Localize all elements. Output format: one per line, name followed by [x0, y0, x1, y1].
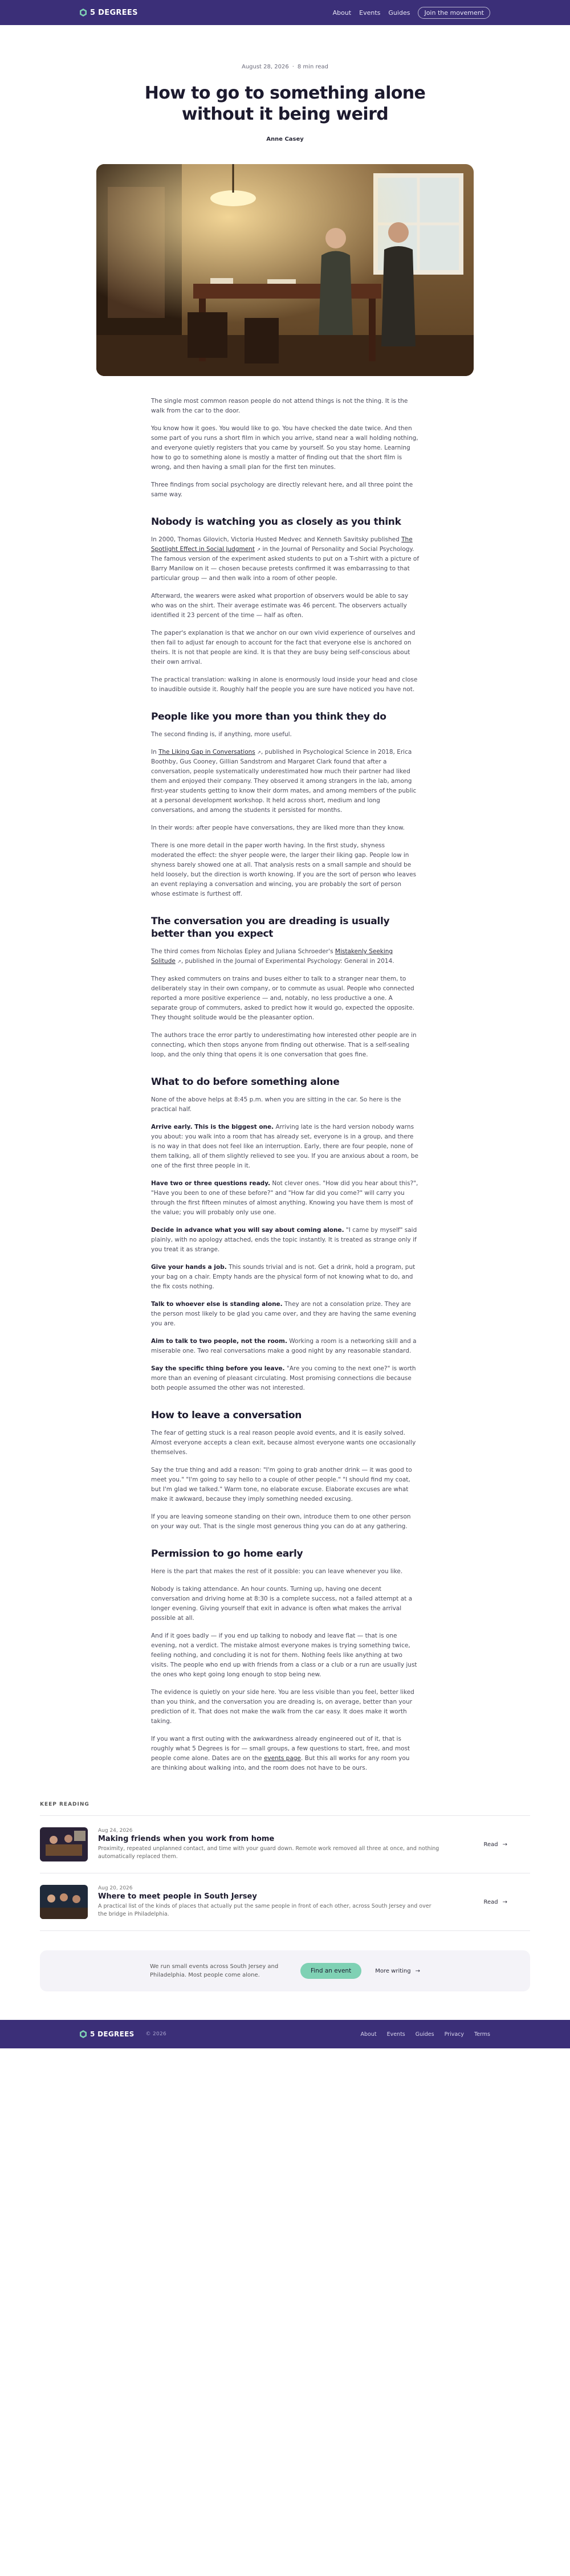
events-cta-banner: [40, 1950, 530, 1991]
related-article-summary: Proximity, repeated unplanned contact, and time with your guard down. Remote work removed all three at once, and nothing automatically replaced them.: [98, 1846, 439, 1860]
arrow-right-icon: →: [502, 1899, 507, 1905]
article-lede: The single most common reason people do not attend things is not the thing. It is the walk from the car to the door.: [151, 398, 408, 414]
nav-link-about[interactable]: About: [332, 9, 352, 17]
top-nav: [0, 0, 570, 25]
section-heading: How to leave a conversation: [151, 1410, 302, 1421]
paragraph: If you are leaving someone standing on their own, introduce them to one other person on your way out. That is the single most generous thing you can do at any gathering.: [151, 1513, 411, 1530]
footer-link-events[interactable]: Events: [386, 2031, 405, 2038]
intro-paragraph: You know how it goes. You would like to go. You have checked the date twice. And then some part of you runs a short film in which you arrive, stand near a wall holding nothing, and everyone quietly registers that you came by yourself. So you stay home. Learning how to go to something alone is mostly a matter of finding out that the short film is wrong, and then having a small plan for the first ten minutes.: [151, 425, 418, 471]
article-date: August 28, 2026: [241, 64, 289, 70]
paragraph: There is one more detail in the paper worth having. In the first study, shyness moderated the effect: the shyer people were, the larger their liking gap. People low in shyness barely showed one at all. That analysis rests on a small sample and should be held loosely, but the direction is worth knowing. If you are the sort of person who leaves an event replaying a conversation and wincing, you are probably the sort of person whose estimate is furthest off.: [151, 842, 417, 897]
paragraph: The third comes from Nicholas Epley and Juliana Schroeder's Mistakenly Seeking Solitude ↗, published in the Journal of Experimental Psychology: General in 2014.: [151, 948, 394, 965]
paragraph: Nobody is taking attendance. An hour counts. Turning up, having one decent conversation and driving home at 8:30 is a complete success, not a failed attempt at a longer evening. Giving yourself that exit in advance is often what makes the arrival possible at all.: [151, 1586, 413, 1622]
paragraph: The second finding is, if anything, more useful.: [151, 731, 292, 738]
paragraph: None of the above helps at 8:45 p.m. when you are sitting in the car. So here is the practical half.: [151, 1096, 401, 1113]
brand-logo[interactable]: [80, 9, 138, 17]
paragraph: The paper's explanation is that we anchor on our own vivid experience of ourselves and then fail to adjust far enough to account for the fact that everyone else is anchored on theirs. It is not that people are kind. It is that they are busy being self-conscious about their own arrival.: [151, 630, 416, 666]
find-event-button[interactable]: Find an event: [300, 1963, 361, 1979]
brand-name: 5 DEGREES: [90, 8, 138, 17]
related-article-title[interactable]: Making friends when you work from home: [98, 1835, 275, 1843]
nav-link-events[interactable]: Events: [359, 9, 381, 17]
footer-link-terms[interactable]: Terms: [474, 2031, 490, 2038]
keep-reading-section: [40, 1802, 530, 1931]
tip-paragraph: Arrive early. This is the biggest one. Arriving late is the hard version nobody warns you about: you walk into a room that has already set, everyone is in a group, and there is no way in that does not feel like an interruption. Early, there are four people, none of them talking, all of them slightly relieved to see you. If you are anxious about a room, be one of the first three people in it.: [151, 1124, 418, 1169]
related-article-date: Aug 24, 2026: [98, 1828, 133, 1834]
tip-paragraph: Decide in advance what you will say about coming alone. "I came by myself" said plainly, with no apology attached, ends the topic instantly. It is treated as strange only if you treat it as strange.: [151, 1227, 417, 1253]
events-page-link[interactable]: events page: [263, 1755, 301, 1762]
section-heading: People like you more than you think they do: [151, 711, 386, 722]
article-thumbnail: [40, 1827, 88, 1861]
tip-paragraph: Give your hands a job. This sounds trivial and is not. Get a drink, hold a program, put your bag on a chair. Empty hands are the physical form of not knowing what to do, and the fix costs nothing.: [151, 1264, 416, 1290]
related-article-title[interactable]: Where to meet people in South Jersey: [98, 1892, 257, 1901]
arrow-right-icon: →: [502, 1841, 507, 1848]
solitude-study-link[interactable]: Mistakenly Seeking Solitude: [151, 948, 393, 965]
paragraph: They asked commuters on trains and buses either to talk to a stranger near them, to deliberately stay in their own company, or to commute as usual. People who connected reported a more positive experience — and, notably, no less productive a one. A separate group of commuters, asked to predict how it would go, expected the opposite. They thought solitude would be the pleasanter option.: [151, 975, 415, 1021]
paragraph: Afterward, the wearers were asked what proportion of observers would be able to say who was on the shirt. Their average estimate was 46 percent. The observers actually identified it 23 percent of the time — half as often.: [151, 593, 409, 619]
paragraph: If you want a first outing with the awkwardness already engineered out of it, that is roughly what 5 Degrees is for — small groups, a few questions to start, free, and most people come alone. Dates are on the events page. But this all works for any room you are thinking about walking into, and the room does not have to be ours.: [151, 1736, 410, 1771]
tip-paragraph: Say the specific thing before you leave. "Are you coming to the next one?" is worth more than an evening of pleasant circulating. Most promising connections die because both people assumed the other was not interested.: [151, 1365, 416, 1391]
nav-link-guides[interactable]: Guides: [388, 9, 410, 17]
intro-paragraph: Three findings from social psychology are directly relevant here, and all three point the same way.: [151, 481, 413, 498]
section-heading: What to do before something alone: [151, 1076, 340, 1088]
related-article-card[interactable]: [40, 1873, 530, 1931]
external-link-icon: ↗: [256, 547, 261, 552]
footer-brand-name: 5 DEGREES: [90, 2030, 135, 2038]
related-article-date: Aug 20, 2026: [98, 1885, 133, 1891]
tip-paragraph: Talk to whoever else is standing alone. They are not a consolation prize. They are the person most likely to be glad you came over, and they are having the same evening you are.: [151, 1301, 416, 1327]
paragraph: The practical translation: walking in alone is enormously loud inside your head and close to inaudible outside it. Roughly half the people you are sure have noticed you have not.: [151, 676, 418, 693]
paragraph: And if it goes badly — if you end up talking to nobody and leave flat — that is one evening, not a verdict. The mistake almost everyone makes is trying something twice, feeling nothing, and concluding it is not for them. Nothing feels like anything at two visits. The people who end up with friends from a class or a club or a run are usually just the ones who kept going long enough to stop being new.: [151, 1632, 417, 1678]
footer-link-guides[interactable]: Guides: [415, 2031, 434, 2038]
paragraph: The evidence is quietly on your side here. You are less visible than you feel, better liked than you think, and the conversation you are dreading is, on average, better than your prediction of it. That does not make the walk from the car easy. It does make it worth taking.: [151, 1689, 414, 1725]
footer-link-about[interactable]: About: [360, 2031, 377, 2038]
paragraph: The fear of getting stuck is a real reason people avoid events, and it is easily solved. Almost everyone accepts a clean exit, because almost everyone wants one occasionally themselves.: [151, 1430, 416, 1456]
paragraph: In 2000, Thomas Gilovich, Victoria Husted Medvec and Kenneth Savitsky published The Spotlight Effect in Social Judgment ↗ in the Journal of Personality and Social Psychology. The famous version of the experiment asked students to put on a T-shirt with a picture of Barry Manilow on it — chosen because pretests confirmed it was embarrassing to that particular group — and then walk into a room of other people.: [151, 536, 420, 582]
author-name: Anne Casey: [266, 136, 304, 142]
article-thumbnail: [40, 1885, 88, 1919]
copyright: © 2026: [145, 2031, 167, 2037]
read-link[interactable]: Read →: [483, 1841, 507, 1848]
footer-link-privacy[interactable]: Privacy: [444, 2031, 465, 2038]
join-button[interactable]: Join the movement: [418, 7, 490, 19]
paragraph: Say the true thing and add a reason: "I'm going to grab another drink — it was good to meet you." "I'm going to say hello to a couple of other people." "I should find my coat, but I'm glad we talked." Warm tone, no elaborate excuse. Elaborate excuses are what make it awkward, because they imply something needed excusing.: [151, 1467, 412, 1503]
logo-icon: [80, 9, 87, 17]
external-link-icon: ↗: [257, 750, 261, 755]
article-meta: August 28, 2026 · 8 min read: [241, 64, 328, 70]
more-writing-link[interactable]: More writing →: [375, 1967, 420, 1974]
section-heading: The conversation you are dreading is usually better than you expect: [151, 916, 390, 940]
related-article-card[interactable]: [40, 1816, 530, 1873]
section-heading: Permission to go home early: [151, 1548, 303, 1560]
spotlight-study-link[interactable]: The Spotlight Effect in Social Judgment: [151, 536, 413, 553]
paragraph: In The Liking Gap in Conversations ↗, published in Psychological Science in 2018, Erica Boothby, Gus Cooney, Gillian Sandstrom and Margaret Clark found that after a conversation, people systematically underestimated how much their partner had liked them and enjoyed their company. They observed it among strangers in the lab, among first-year students getting to know their dorm mates, and among members of the public at a personal development workshop. It held across short, medium and long conversations, and among the students it persisted for months.: [151, 749, 417, 814]
liking-gap-link[interactable]: The Liking Gap in Conversations: [158, 749, 255, 756]
article-body: [151, 376, 419, 1773]
arrow-right-icon: →: [415, 1967, 420, 1974]
paragraph: The authors trace the error partly to underestimating how interested other people are in connecting, which then stops anyone from finding out otherwise. That is a self-sealing loop, and the only thing that opens it is one conversation that goes fine.: [151, 1032, 417, 1058]
related-article-summary: A practical list of the kinds of places that actually put the same people in front of each other, across South Jersey and over the bridge in Philadelphia.: [98, 1903, 431, 1917]
tip-paragraph: Aim to talk to two people, not the room. Working a room is a networking skill and a miserable one. Two real conversations make a good night by any reasonable standard.: [151, 1338, 417, 1354]
external-link-icon: ↗: [177, 959, 181, 964]
logo-icon: [80, 2030, 87, 2038]
paragraph: In their words: after people have conversations, they are liked more than they know.: [151, 824, 405, 831]
footer-brand[interactable]: [80, 2030, 166, 2038]
article-title: How to go to something alone without it being weird: [144, 83, 426, 124]
read-time: 8 min read: [297, 64, 328, 70]
tip-paragraph: Have two or three questions ready. Not clever ones. "How did you hear about this?", "Have you been to one of these before?" and "How far did you come?" will carry you through the first fifteen minutes of almost anything. Knowing you have them is most of the value; you will probably only use one.: [151, 1180, 418, 1216]
paragraph: Here is the part that makes the rest of it possible: you can leave whenever you like.: [151, 1568, 403, 1575]
keep-reading-label: KEEP READING: [40, 1802, 530, 1816]
cta-text: We run small events across South Jersey and Philadelphia. Most people come alone.: [150, 1963, 279, 1978]
footer: [0, 2020, 570, 2048]
section-heading: Nobody is watching you as closely as you think: [151, 516, 401, 528]
hero-image: [96, 164, 474, 376]
read-link[interactable]: Read →: [483, 1899, 507, 1905]
